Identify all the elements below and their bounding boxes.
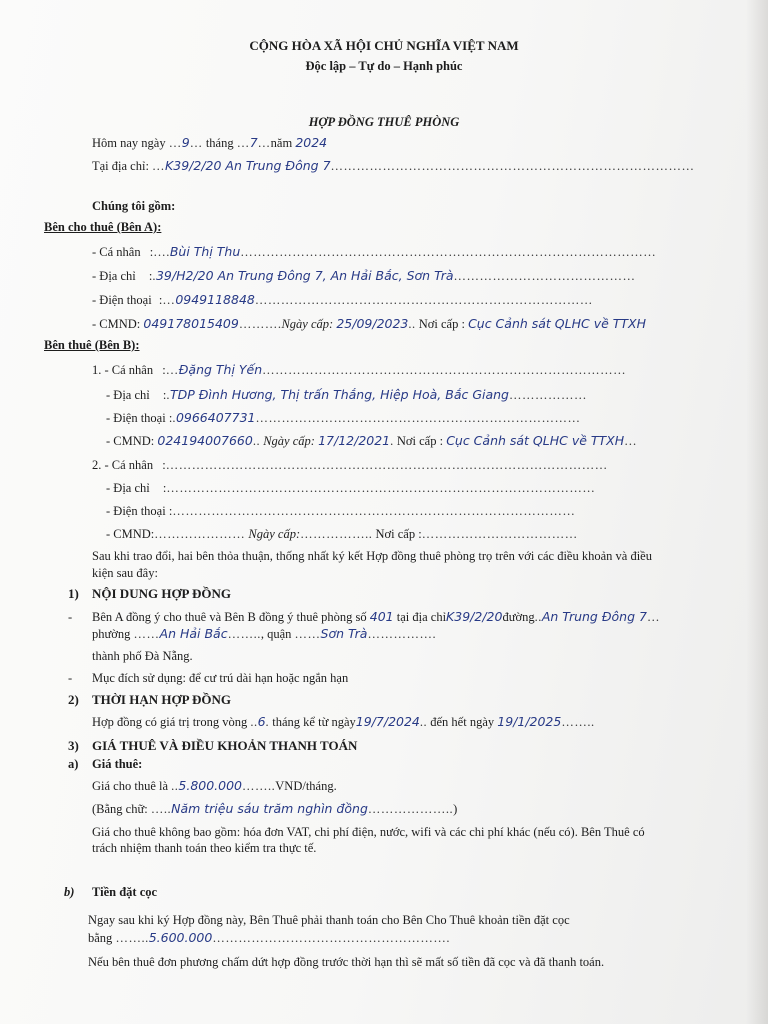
country-name: CỘNG HÒA XÃ HỘI CHỦ NGHĨA VIỆT NAM [249,38,519,53]
party-b1-id-label: - CMND: [106,434,155,448]
party-b1-id-row: - CMND: 024194007660.. Ngày cấp: 17/12/2021. Nơi cấp : Cục Cảnh sát QLHC về TTXH… [106,433,638,448]
year-value: 2024 [295,135,328,150]
party-b1-issue-place-label: Nơi cấp : [396,434,444,448]
month-value: 7 [249,135,258,150]
party-a-issue-date: 25/09/2023 [336,316,409,331]
party-b2-id-row: - CMND:………………… Ngày cấp:…………….. Nơi cấp :……………………………… [106,527,578,541]
party-b1-phone-row: - Điện thoại :.0966407731………………………………………………………………… [106,410,581,425]
purpose-line: Mục đích sử dụng: để cư trú dài hạn hoặc ngắn hạn [92,671,349,685]
party-a-phone-label: - Điện thoại [92,293,152,307]
contract-title: HỢP ĐỒNG THUÊ PHÒNG [308,115,460,129]
party-b2-issue-date-label: Ngày cấp: [248,527,301,541]
room-address: K39/2/20 [446,609,503,624]
room-number: 401 [369,609,394,624]
party-b1-address: TDP Đình Hương, Thị trấn Thắng, Hiệp Hoà, Bắc Giang [169,387,509,402]
term-text-b: tháng kể từ ngày [272,715,356,729]
price-words-close: ) [453,802,458,816]
street-name: An Trung Đông 7 [541,609,647,624]
term-start: 19/7/2024 [355,714,420,729]
room-text: Bên A đồng ý cho thuê và Bên B đồng ý thuê phòng số [92,610,367,624]
section-1-number: 1) [68,586,79,601]
party-a-id: 049178015409 [143,316,239,331]
party-a-name: Bùi Thị Thu [169,244,241,259]
party-b1-address-label: - Địa chỉ [106,388,150,402]
party-a-issue-date-label: Ngày cấp: [281,317,334,331]
term-text-a: Hợp đồng có giá trị trong vòng [92,715,248,729]
meeting-address: K39/2/20 An Trung Đông 7 [165,158,331,173]
address-text: tại địa chỉ [396,610,447,624]
street-text: đường [502,610,535,624]
exclusion-line-1: Giá cho thuê không bao gồm: hóa đơn VAT, chi phí điện, nước, wifi và các chi phí khác (nếu có). Bên Thuê có [92,825,645,839]
month-label: tháng [205,136,234,150]
party-b2-phone-row: - Điện thoại :………………………………………………………………………………… [106,504,576,518]
party-a-heading: Bên cho thuê (Bên A): [44,220,162,234]
section-3-number: 3) [68,738,79,753]
party-a-issue-place-label: Nơi cấp : [418,317,465,331]
party-b1-address-row: - Địa chỉ :.TDP Đình Hương, Thị trấn Thắng, Hiệp Hoà, Bắc Giang……………… [106,387,587,402]
party-b1-phone: 0966407731 [175,410,256,425]
party-b2-label: 2. - Cá nhân [92,458,154,472]
party-a-id-row: - CMND: 049178015409……….Ngày cấp: 25/09/2023.. Nơi cấp : Cục Cảnh sát QLHC về TTXH [92,316,647,331]
party-a-name-row: - Cá nhân :….Bùi Thị Thu…………………………………………………………………………………… [92,244,657,259]
party-b2-id-label: - CMND: [106,527,155,541]
subsection-b-label: b) [64,885,75,899]
ward-district-line: phường ……An Hải Bắc…….., quận ……Sơn Trà……………. [92,626,437,641]
party-b2-name-row: 2. - Cá nhân :………………………………………………………………………………………… [92,458,608,472]
agreement-line-2: kiện sau đây: [92,566,158,580]
national-motto: Độc lập – Tự do – Hạnh phúc [305,59,463,73]
subsection-a-label: a) [68,757,79,771]
party-b2-address-row: - Địa chỉ :……………………………………………………………………………………… [106,481,596,495]
section-2-number: 2) [68,692,79,707]
deposit-line-2: bằng ……..5.600.000………………………………………………. [88,930,450,945]
party-a-address-label: - Địa chỉ [92,269,136,283]
party-b2-issue-place-label: Nơi cấp : [375,527,422,541]
party-b1-label: 1. - Cá nhân [92,363,154,377]
term-end: 19/1/2025 [497,714,562,729]
party-b1-issue-date: 17/12/2021 [318,433,391,448]
section-1-room-line: Bên A đồng ý cho thuê và Bên B đồng ý thuê phòng số 401 tại địa chỉK39/2/20đường..An Trung Đông 7… [92,609,660,624]
district-name: Sơn Trà [320,626,368,641]
subsection-b-heading: Tiền đặt cọc [92,885,158,899]
price-words-line: (Bằng chữ: …..Năm triệu sáu trăm nghìn đồng………………..) [92,801,458,816]
exclusion-line-2: trách nhiệm thanh toán theo kiểm tra thực tế. [92,841,317,855]
party-a-id-label: - CMND: [92,317,141,331]
price-words-label: (Bằng chữ: [92,802,148,816]
section-2-heading: THỜI HẠN HỢP ĐỒNG [92,692,232,707]
date-label: Hôm nay ngày [92,136,166,150]
party-a-phone-row: - Điện thoại :…0949118848…………………………………………………………………… [92,292,593,307]
party-a-phone: 0949118848 [175,292,255,307]
price-value: 5.800.000 [178,778,243,793]
party-a-address-row: - Địa chỉ :.39/H2/20 An Trung Đông 7, An Hải Bắc, Sơn Trà…………………………………… [92,268,636,283]
party-b2-address-label: - Địa chỉ [106,481,150,495]
party-a-name-label: - Cá nhân [92,245,141,259]
party-b1-issue-date-label: Ngày cấp: [263,434,315,448]
section-1-bullet-2: - [68,671,73,685]
address-label: Tại địa chỉ: [92,159,149,173]
day-value: 9 [181,135,190,150]
price-words: Năm triệu sáu trăm nghìn đồng [171,801,368,816]
section-1-bullet-1: - [68,610,73,624]
ward-label: phường [92,627,131,641]
date-line: Hôm nay ngày …9… tháng …7…năm 2024 [92,135,328,150]
party-b1-issue-place: Cục Cảnh sát QLHC về TTXH [446,433,625,448]
price-unit: VND/tháng. [275,779,337,793]
party-a-address: 39/H2/20 An Trung Đông 7, An Hải Bắc, Sơn Trà [155,268,454,283]
ward-name: An Hải Bắc [159,626,228,641]
deposit-value: 5.600.000 [148,930,213,945]
parties-intro: Chúng tôi gồm: [92,199,176,213]
party-b1-name-row: 1. - Cá nhân :…Đặng Thị Yến………………………………………………………………………… [92,362,627,377]
district-label: quận [267,627,292,641]
party-b-heading: Bên thuê (Bên B): [44,338,140,352]
term-months: 6 [257,714,266,729]
section-1-heading: NỘI DUNG HỢP ĐỒNG [92,586,232,601]
party-b1-phone-label: - Điện thoại [106,411,166,425]
price-line: Giá cho thuê là ..5.800.000……..VND/tháng. [92,778,337,793]
term-text-c: đến hết ngày [430,715,495,729]
paper-edge-shadow [746,0,768,1024]
party-b2-phone-label: - Điện thoại [106,504,166,518]
forfeit-line: Nếu bên thuê đơn phương chấm dứt hợp đồng trước thời hạn thì sẽ mất số tiền đã cọc và đã thanh toán. [88,955,605,969]
party-b1-id: 024194007660 [157,433,253,448]
term-line: Hợp đồng có giá trị trong vòng ..6. tháng kể từ ngày19/7/2024.. đến hết ngày 19/1/2025…….. [92,714,595,729]
party-b1-name: Đặng Thị Yến [178,362,263,377]
subsection-a-heading: Giá thuê: [92,757,143,771]
deposit-label: bằng [88,931,113,945]
price-label: Giá cho thuê là [92,779,169,793]
year-label: năm [270,136,293,150]
party-a-issue-place: Cục Cảnh sát QLHC về TTXH [468,316,647,331]
address-line: Tại địa chỉ: …K39/2/20 An Trung Đông 7………………………………………………………………………… [92,158,695,173]
deposit-line-1: Ngay sau khi ký Hợp đồng này, Bên Thuê phải thanh toán cho Bên Cho Thuê khoản tiền đặt cọc [88,913,570,927]
agreement-line-1: Sau khi trao đổi, hai bên thỏa thuận, thống nhất ký kết Hợp đồng thuê phòng trọ trên với các điều khoản và điều [92,549,652,563]
section-3-heading: GIÁ THUÊ VÀ ĐIỀU KHOẢN THANH TOÁN [92,738,358,753]
city-line: thành phố Đà Nẵng. [92,649,193,663]
